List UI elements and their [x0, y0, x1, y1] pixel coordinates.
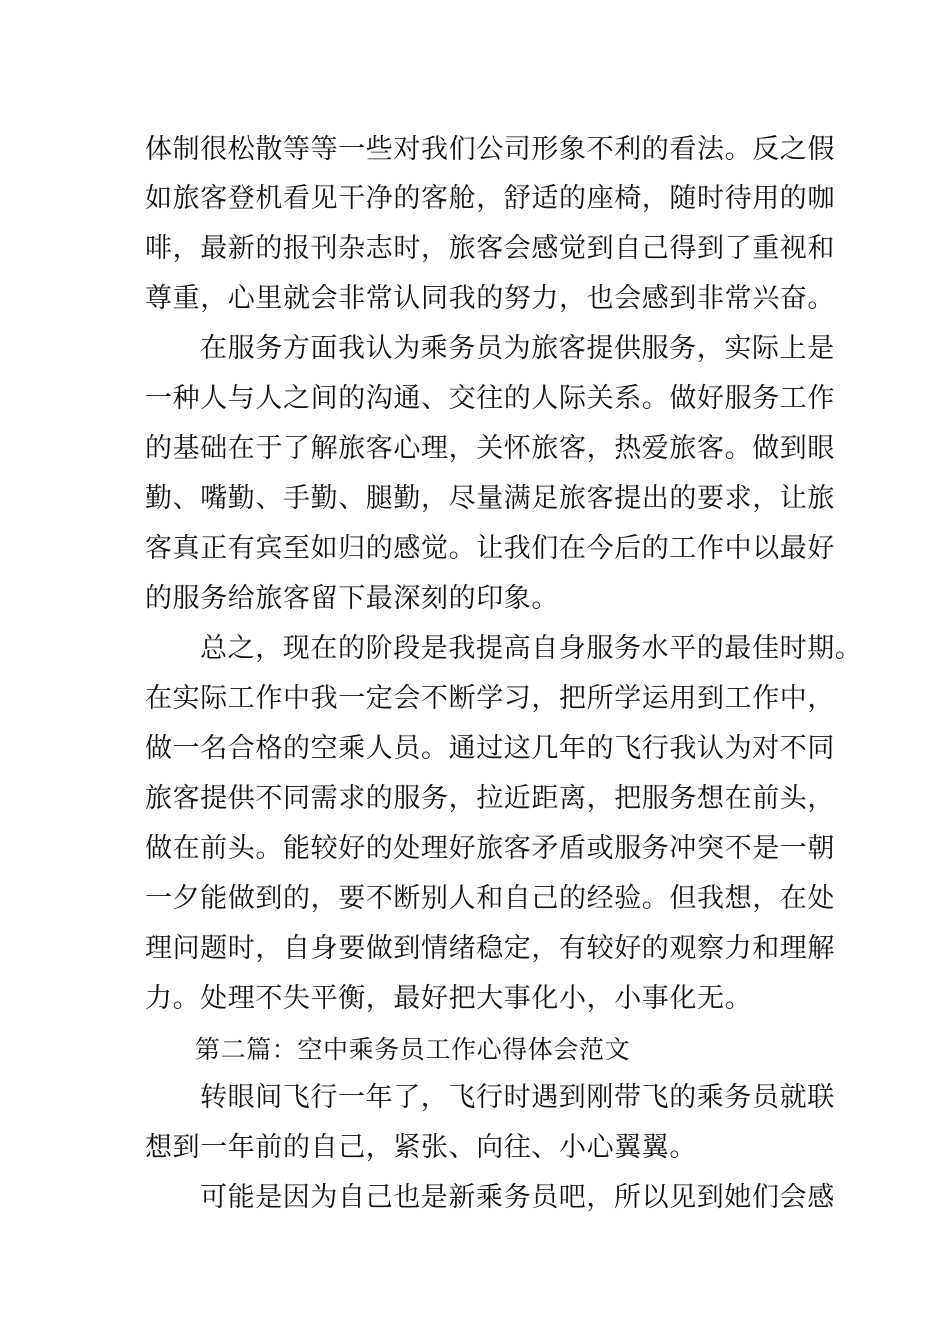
body-text-line: 勤、嘴勤、手勤、腿勤，尽量满足旅客提出的要求，让旅: [145, 483, 835, 514]
body-text-line: 的服务给旅客留下最深刻的印象。: [145, 583, 559, 614]
body-text-line: 的基础在于了解旅客心理，关怀旅客，热爱旅客。做到眼: [145, 433, 835, 464]
body-text-line: 旅客提供不同需求的服务，拉近距离，把服务想在前头，: [145, 783, 835, 814]
body-text-line: 一夕能做到的，要不断别人和自己的经验。但我想，在处: [145, 883, 835, 914]
paragraph-first-line: 总之，现在的阶段是我提高自身服务水平的最佳时期。: [200, 633, 863, 664]
paragraph-first-line: 在服务方面我认为乘务员为旅客提供服务，实际上是: [200, 333, 835, 364]
section-heading: 第二篇：空中乘务员工作心得体会范文: [195, 1035, 631, 1064]
body-text-line: 力。处理不失平衡，最好把大事化小，小事化无。: [145, 983, 753, 1014]
paragraph-first-line: 可能是因为自己也是新乘务员吧，所以见到她们会感: [200, 1182, 835, 1213]
body-text-line: 体制很松散等等一些对我们公司形象不利的看法。反之假: [145, 134, 835, 165]
paragraph-first-line: 转眼间飞行一年了，飞行时遇到刚带飞的乘务员就联: [200, 1082, 835, 1113]
body-text-line: 在实际工作中我一定会不断学习，把所学运用到工作中，: [145, 683, 835, 714]
body-text-line: 一种人与人之间的沟通、交往的人际关系。做好服务工作: [145, 383, 835, 414]
body-text-line: 理问题时，自身要做到情绪稳定，有较好的观察力和理解: [145, 933, 835, 964]
body-text-line: 啡，最新的报刊杂志时，旅客会感觉到自己得到了重视和: [145, 233, 835, 264]
body-text-line: 如旅客登机看见干净的客舱，舒适的座椅，随时待用的咖: [145, 183, 835, 214]
body-text-line: 客真正有宾至如归的感觉。让我们在今后的工作中以最好: [145, 533, 835, 564]
body-text-line: 做在前头。能较好的处理好旅客矛盾或服务冲突不是一朝: [145, 833, 835, 864]
body-text-line: 做一名合格的空乘人员。通过这几年的飞行我认为对不同: [145, 733, 835, 764]
body-text-line: 尊重，心里就会非常认同我的努力，也会感到非常兴奋。: [145, 283, 835, 314]
body-text-line: 想到一年前的自己，紧张、向往、小心翼翼。: [145, 1132, 697, 1163]
